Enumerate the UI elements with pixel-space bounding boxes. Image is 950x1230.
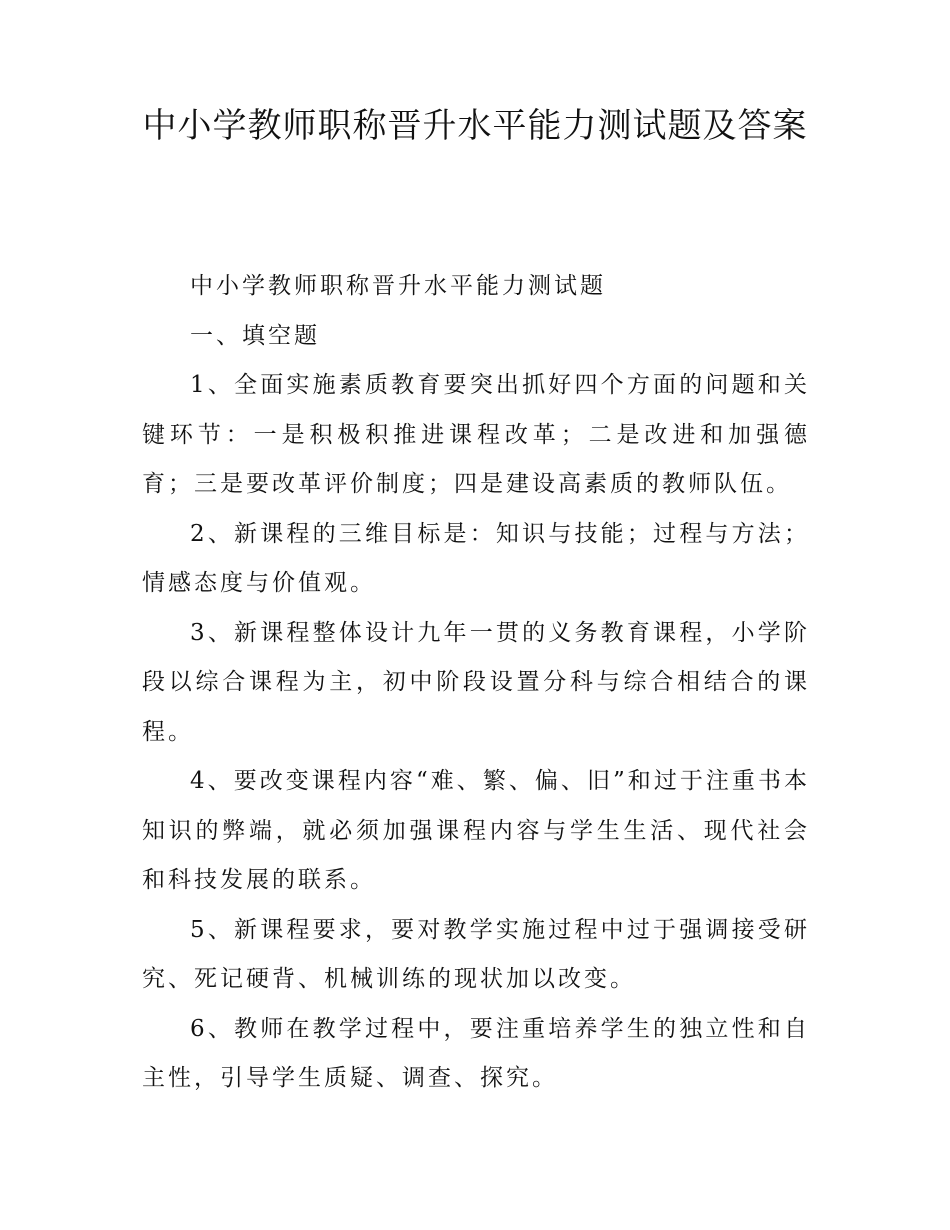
- question-2: 2、新课程的三维目标是：知识与技能；过程与方法；情感态度与价值观。: [142, 520, 810, 596]
- question-1: 1、全面实施素质教育要突出抓好四个方面的问题和关键环节：一是积极积推进课程改革；二是改进和加强德育；三是要改革评价制度；四是建设高素质的教师队伍。: [142, 372, 810, 497]
- section-heading: 中小学教师职称晋升水平能力测试题: [190, 273, 606, 299]
- question-3: 3、新课程整体设计九年一贯的义务教育课程，小学阶段以综合课程为主，初中阶段设置分科与综合相结合的课程。: [142, 619, 810, 745]
- document-body: [142, 262, 810, 1104]
- question-6: 6、教师在教学过程中，要注重培养学生的独立性和自主性，引导学生质疑、调查、探究。: [142, 1015, 810, 1091]
- question-5: 5、新课程要求，要对教学实施过程中过于强调接受研究、死记硬背、机械训练的现状加以改变。: [142, 916, 810, 992]
- subsection-heading: 一、填空题: [190, 322, 320, 349]
- question-4: 4、要改变课程内容“难、繁、偏、旧”和过于注重书本知识的弊端，就必须加强课程内容与学生生活、现代社会和科技发展的联系。: [142, 768, 810, 893]
- document-title: 中小学教师职称晋升水平能力测试题及答案: [142, 106, 808, 146]
